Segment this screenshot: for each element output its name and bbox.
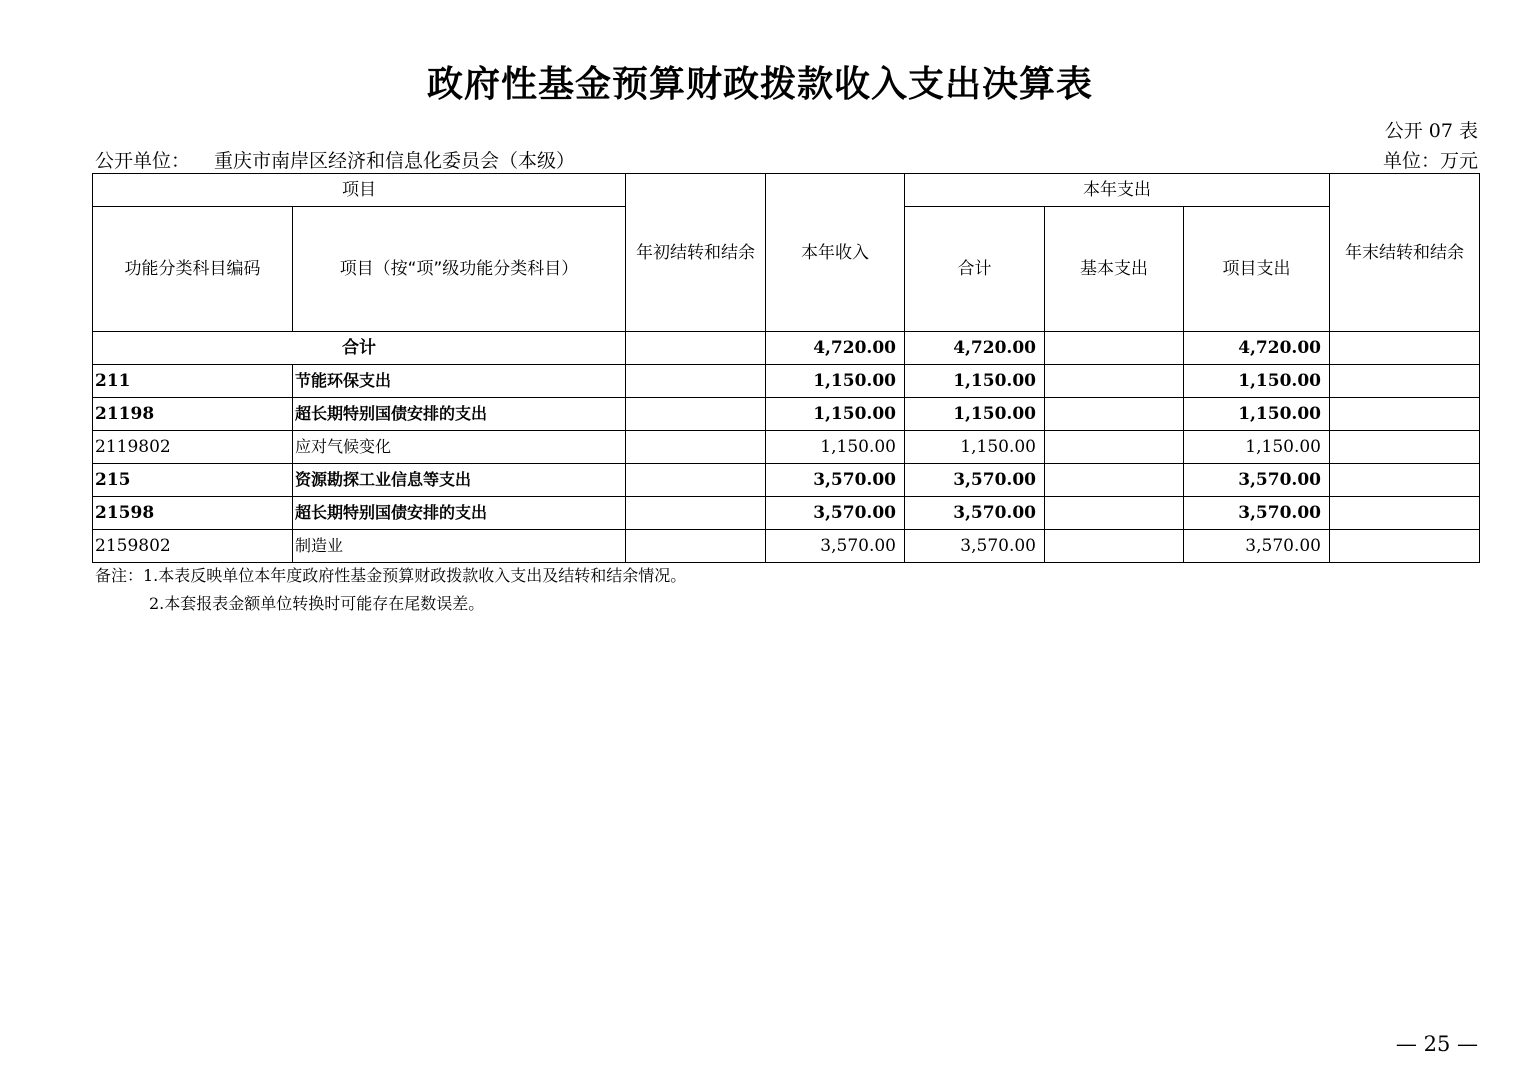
row-code: 21198 <box>93 398 293 431</box>
row-income: 3,570.00 <box>766 530 905 563</box>
row-code: 2119802 <box>93 431 293 464</box>
row-income: 3,570.00 <box>766 464 905 497</box>
total-label: 合计 <box>93 332 626 365</box>
row-code: 21598 <box>93 497 293 530</box>
header-exp-basic: 基本支出 <box>1045 207 1184 332</box>
header-exp-project: 项目支出 <box>1184 207 1330 332</box>
header-ending-balance: 年末结转和结余 <box>1330 174 1480 332</box>
row-ending <box>1330 464 1480 497</box>
header-income: 本年收入 <box>766 174 905 332</box>
form-number: 公开 07 表 <box>1384 120 1478 142</box>
total-income: 4,720.00 <box>766 332 905 365</box>
row-exp-basic <box>1045 431 1184 464</box>
header-code: 功能分类科目编码 <box>93 207 293 332</box>
table-row <box>93 365 1480 398</box>
row-exp-total: 3,570.00 <box>905 464 1045 497</box>
row-name: 应对气候变化 <box>293 431 626 464</box>
total-exp-total: 4,720.00 <box>905 332 1045 365</box>
note-line-1: 备注：1.本表反映单位本年度政府性基金预算财政拨款收入支出及结转和结余情况。 <box>95 566 687 585</box>
page-number: — 25 — <box>1395 1032 1478 1056</box>
row-beginning <box>626 464 766 497</box>
row-exp-project: 1,150.00 <box>1184 365 1330 398</box>
row-ending <box>1330 398 1480 431</box>
row-income: 1,150.00 <box>766 431 905 464</box>
total-ending <box>1330 332 1480 365</box>
row-beginning <box>626 497 766 530</box>
page-title: 政府性基金预算财政拨款收入支出决算表 <box>426 64 1093 105</box>
row-beginning <box>626 431 766 464</box>
row-exp-project: 3,570.00 <box>1184 464 1330 497</box>
reporting-unit <box>95 146 575 173</box>
row-exp-total: 1,150.00 <box>905 365 1045 398</box>
row-code: 215 <box>93 464 293 497</box>
header-exp-total: 合计 <box>905 207 1045 332</box>
row-name: 超长期特别国债安排的支出 <box>293 497 626 530</box>
row-ending <box>1330 530 1480 563</box>
row-exp-total: 1,150.00 <box>905 398 1045 431</box>
row-exp-basic <box>1045 398 1184 431</box>
total-exp-basic <box>1045 332 1184 365</box>
table-row <box>93 530 1480 563</box>
header-beginning-balance: 年初结转和结余 <box>626 174 766 332</box>
row-ending <box>1330 497 1480 530</box>
row-beginning <box>626 398 766 431</box>
table-row <box>93 398 1480 431</box>
row-name: 制造业 <box>293 530 626 563</box>
total-beginning <box>626 332 766 365</box>
row-exp-basic <box>1045 464 1184 497</box>
row-income: 3,570.00 <box>766 497 905 530</box>
row-ending <box>1330 365 1480 398</box>
row-beginning <box>626 530 766 563</box>
header-row-1 <box>93 174 1480 207</box>
notes <box>95 562 686 618</box>
row-income: 1,150.00 <box>766 398 905 431</box>
row-exp-basic <box>1045 530 1184 563</box>
row-exp-basic <box>1045 497 1184 530</box>
row-exp-total: 3,570.00 <box>905 497 1045 530</box>
row-beginning <box>626 365 766 398</box>
row-ending <box>1330 431 1480 464</box>
row-income: 1,150.00 <box>766 365 905 398</box>
table-row <box>93 497 1480 530</box>
row-code: 211 <box>93 365 293 398</box>
row-exp-total: 3,570.00 <box>905 530 1045 563</box>
row-name: 资源勘探工业信息等支出 <box>293 464 626 497</box>
reporting-unit-label: 公开单位： <box>95 150 191 172</box>
note-line-2: 2.本套报表金额单位转换时可能存在尾数误差。 <box>149 594 485 613</box>
budget-table <box>92 173 1480 563</box>
total-row <box>93 332 1480 365</box>
row-exp-total: 1,150.00 <box>905 431 1045 464</box>
table-row <box>93 464 1480 497</box>
row-exp-project: 3,570.00 <box>1184 497 1330 530</box>
header-expenditure: 本年支出 <box>905 174 1330 207</box>
row-exp-project: 3,570.00 <box>1184 530 1330 563</box>
amount-unit: 单位：万元 <box>1382 150 1478 172</box>
row-exp-project: 1,150.00 <box>1184 398 1330 431</box>
header-name: 项目（按“项”级功能分类科目） <box>293 207 626 332</box>
header-project: 项目 <box>93 174 626 207</box>
row-name: 超长期特别国债安排的支出 <box>293 398 626 431</box>
row-exp-project: 1,150.00 <box>1184 431 1330 464</box>
row-exp-basic <box>1045 365 1184 398</box>
total-exp-project: 4,720.00 <box>1184 332 1330 365</box>
row-code: 2159802 <box>93 530 293 563</box>
reporting-unit-name: 重庆市南岸区经济和信息化委员会（本级） <box>214 150 576 172</box>
table-row <box>93 431 1480 464</box>
row-name: 节能环保支出 <box>293 365 626 398</box>
